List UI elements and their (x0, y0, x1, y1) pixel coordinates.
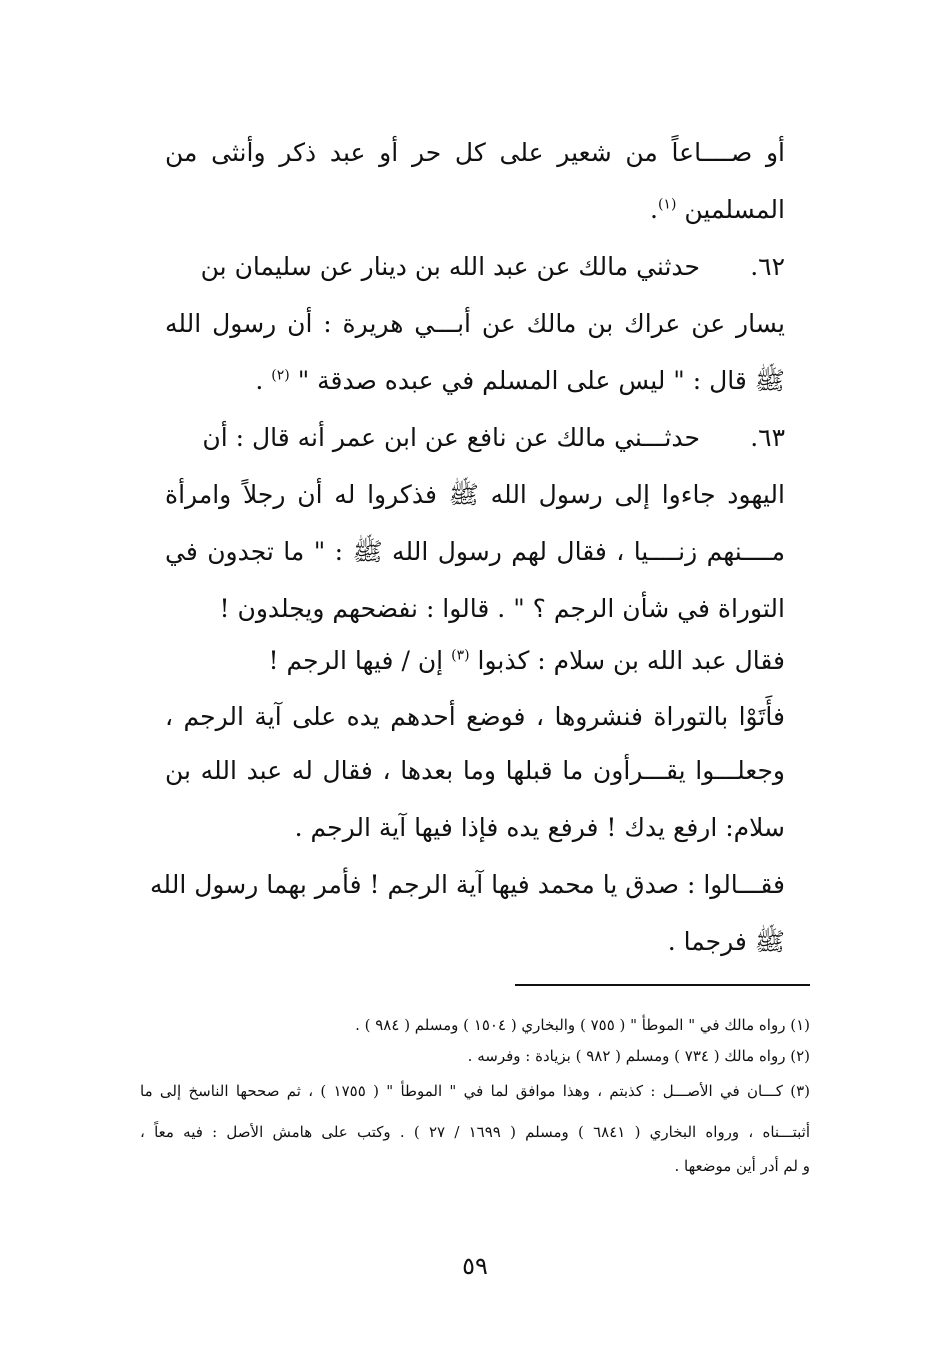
footnote-3: (٣) كـــان في الأصـــل : كذبتم ، وهذا موافق لما في " الموطأ " ( ١٧٥٥ ) ، ثم صححها الناسخ إلى ما (140, 1082, 811, 1100)
text-line: ﷺ فرجما . (667, 927, 785, 956)
footnote-1: (١) رواه مالك في " الموطأ " ( ٧٥٥ ) والبخاري ( ١٥٠٤ ) ومسلم ( ٩٨٤ ) . (355, 1016, 810, 1034)
text-line: سلام: ارفع يدك ! فرفع يده فإذا فيها آية الرجم . (294, 813, 785, 842)
text-line: فقـــالوا : صدق يا محمد فيها آية الرجم ! فأمر بهما رسول الله (150, 870, 785, 899)
hadith-number: ٦٢. (750, 252, 785, 281)
hadith-number: ٦٣. (750, 423, 785, 452)
text-line: ﷺ قال : " ليس على المسلم في عبده صدقة " $^{(٢)}$ . (255, 366, 785, 395)
page-number: ٥٩ (462, 1252, 488, 1280)
footnote-3-cont: أثبتـــناه ، ورواه البخاري ( ٦٨٤١ ) ومسلم ( ١٦٩٩ / ٢٧ ) . وكتب على هامش الأصل : فيه معاً ، (140, 1123, 811, 1141)
text-line: فقال عبد الله بن سلام : كذبوا $^{(٣)}$ إن / فيها الرجم ! (268, 646, 785, 675)
text-line: اليهود جاءوا إلى رسول الله ﷺ فذكروا له أن رجلاً وامرأة (165, 480, 785, 509)
text-line: المسلمين $^{(١)}$. (650, 195, 785, 224)
text-line: فأَتَوْا بالتوراة فنشروها ، فوضع أحدهم يده على آية الرجم ، (165, 702, 785, 731)
footnote-separator (515, 984, 810, 986)
footnote-2: (٢) رواه مالك ( ٧٣٤ ) ومسلم ( ٩٨٢ ) بزيادة : وفرسه . (467, 1047, 810, 1065)
footnote-ref[interactable]: (٣) (451, 647, 470, 664)
text-line: أو صــــاعاً من شعير على كل حر أو عبد ذكر وأنثى من (165, 138, 785, 167)
footnote-ref[interactable]: (٢) (271, 367, 290, 384)
text-line: مــــنهم زنــــيا ، فقال لهم رسول الله ﷺ : " ما تجدون في (165, 537, 785, 566)
footnote-3-end: و لم أدر أين موضعها . (674, 1157, 810, 1175)
text-line: التوراة في شأن الرجم ؟ " . قالوا : نفضحهم ويجلدون ! (219, 594, 785, 623)
hadith-text: حدثني مالك عن عبد الله بن دينار عن سليمان بن (200, 252, 700, 281)
footnote-ref[interactable]: (١) (657, 196, 677, 213)
hadith-text: حدثـــني مالك عن نافع عن ابن عمر أنه قال : أن (202, 423, 700, 452)
text-line: وجعلـــوا يقـــرأون ما قبلها وما بعدها ، فقال له عبد الله بن (165, 756, 785, 785)
text-line: يسار عن عراك بن مالك عن أبـــي هريرة : أن رسول الله (165, 309, 785, 338)
